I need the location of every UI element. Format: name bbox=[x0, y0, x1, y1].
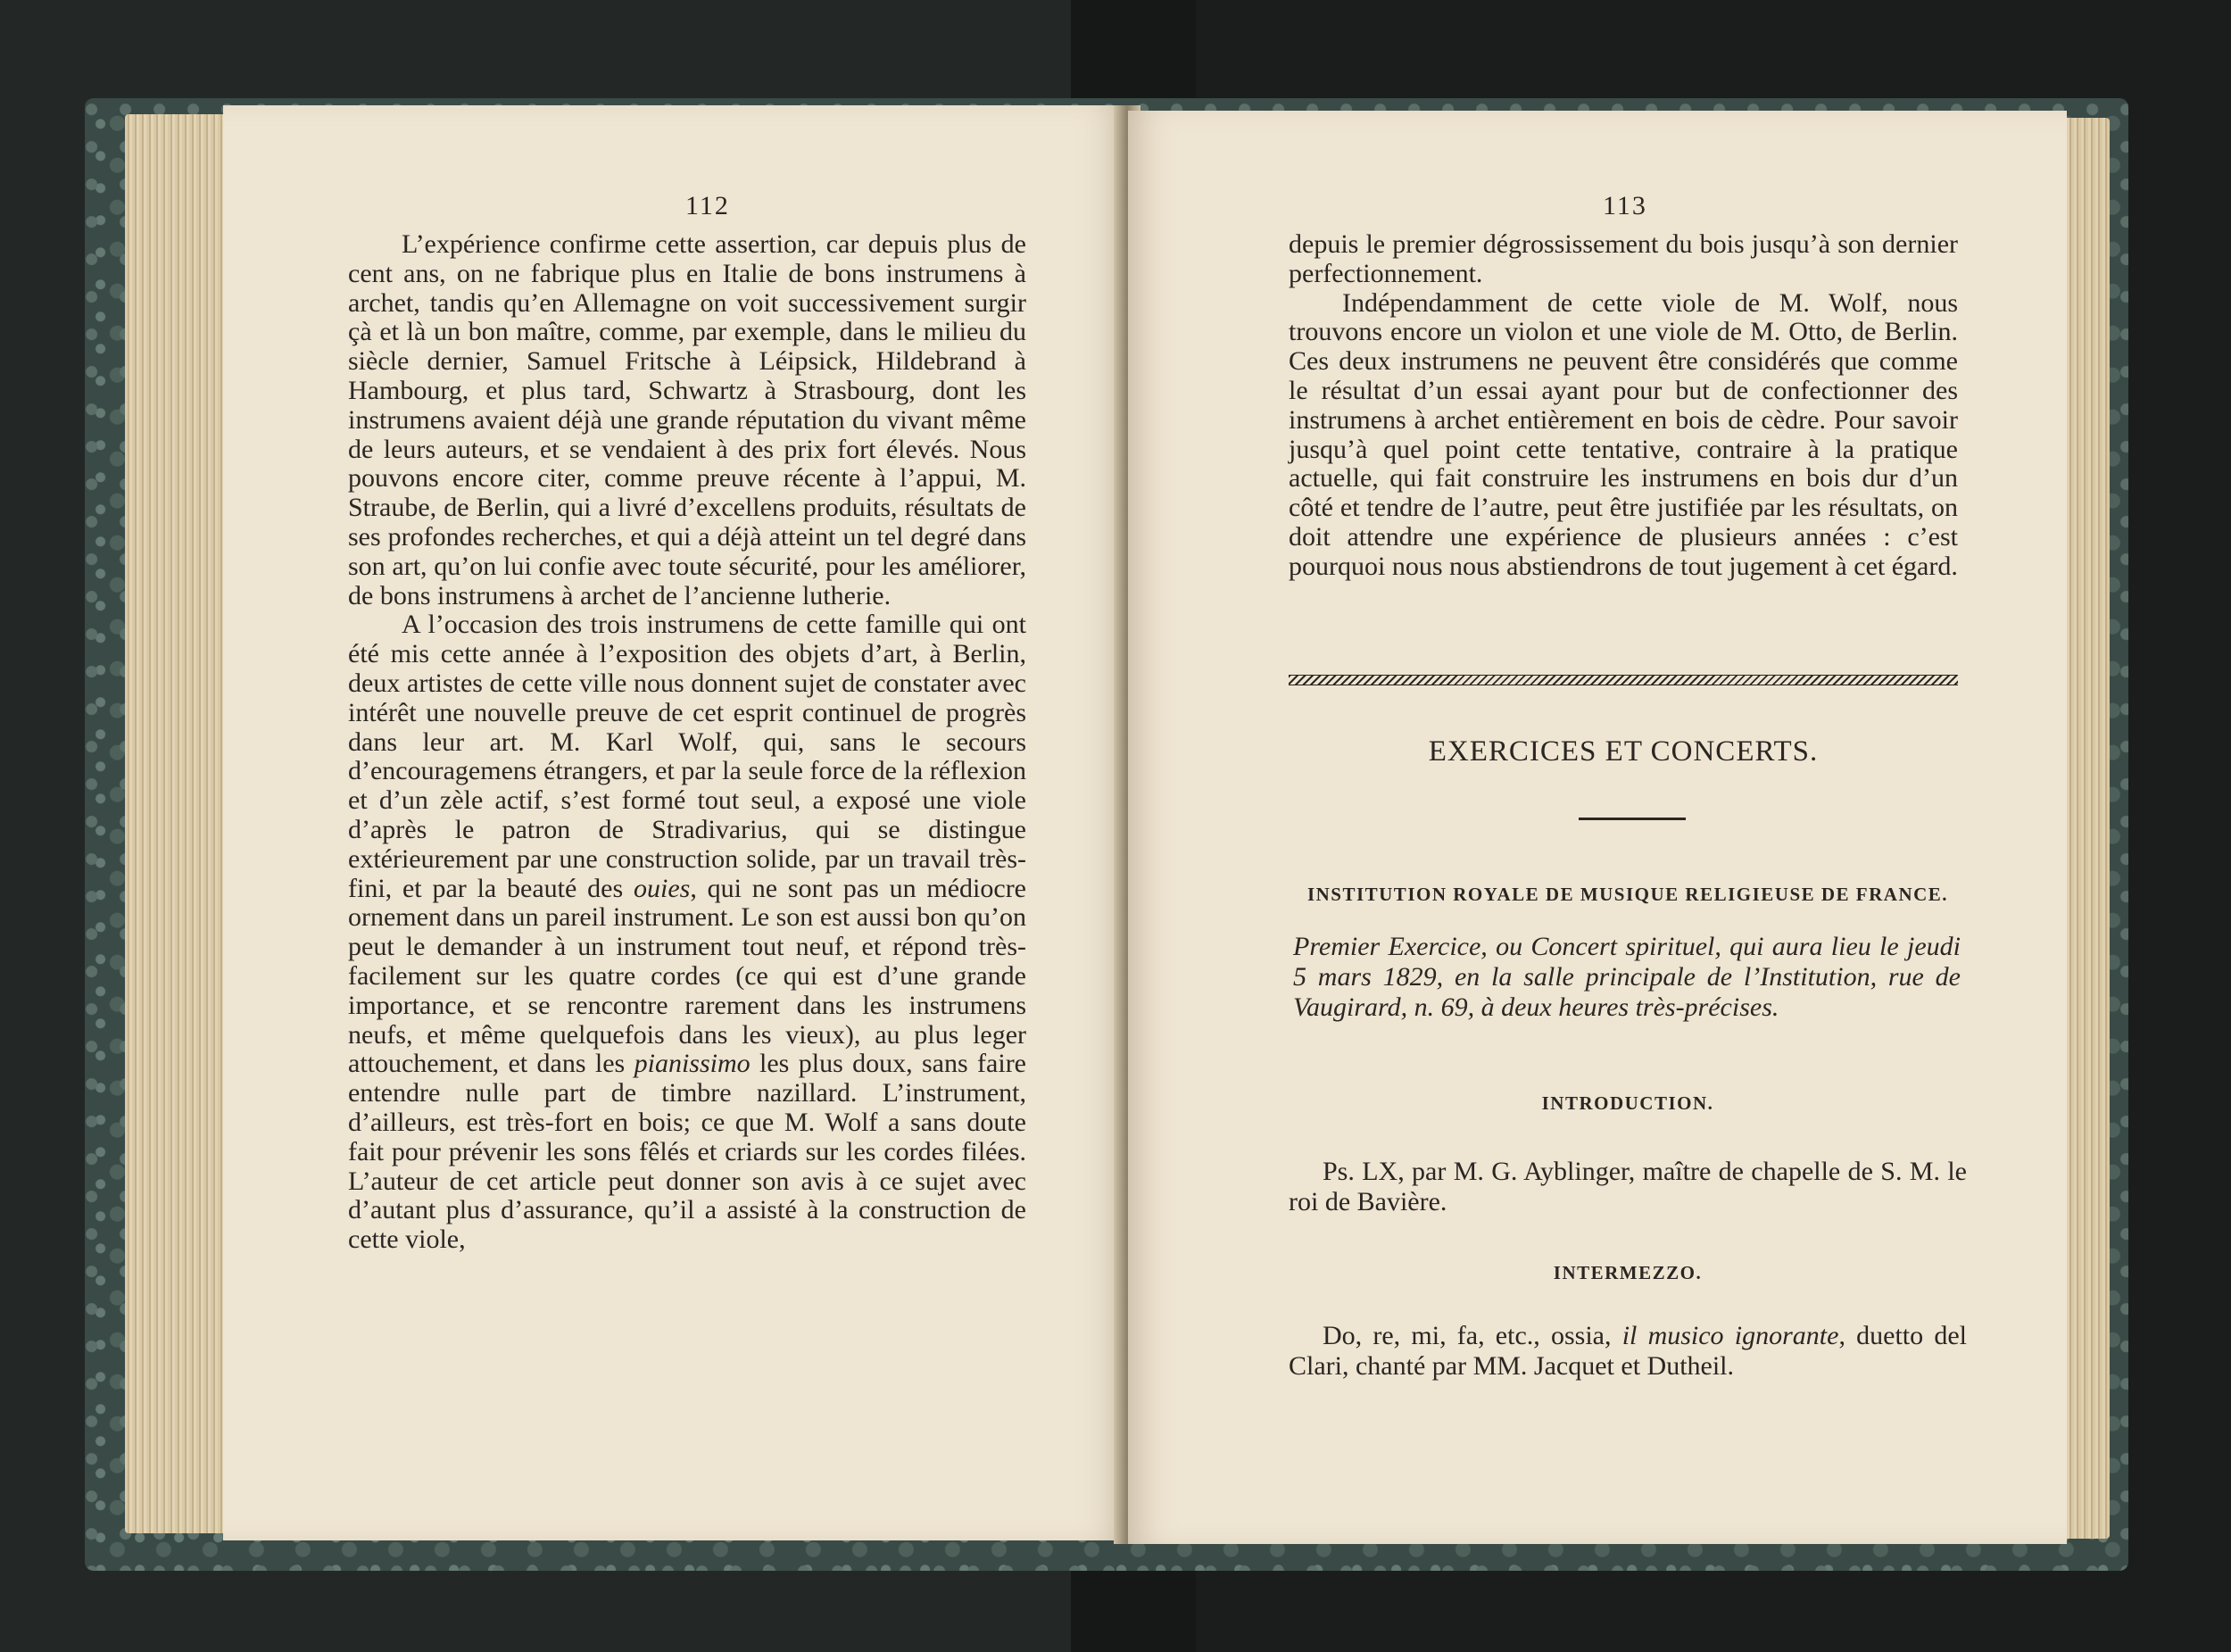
right-page bbox=[1128, 111, 2067, 1544]
short-rule bbox=[1579, 818, 1686, 820]
intermezzo-text: Do, re, mi, fa, etc., ossia, il musico ignorante, duetto del Clari, chanté par MM. Jacquet et Dutheil. bbox=[1289, 1321, 1967, 1381]
left-page bbox=[223, 105, 1124, 1540]
concert-announcement: Premier Exercice, ou Concert spirituel, qui aura lieu le jeudi 5 mars 1829, en la salle principale de l’Institution, rue de Vaugirard, n. 69, à deux heures très-précises. bbox=[1293, 932, 1961, 1022]
section-title: EXERCICES ET CONCERTS. bbox=[1428, 735, 1819, 768]
introduction-text: Ps. LX, par M. G. Ayblinger, maître de chapelle de S. M. le roi de Bavière. bbox=[1289, 1157, 1967, 1216]
right-page-text bbox=[1289, 230, 1958, 582]
page-number-left: 112 bbox=[685, 191, 730, 220]
left-page-text bbox=[348, 230, 1026, 1255]
intermezzo-heading: INTERMEZZO. bbox=[1553, 1262, 1703, 1283]
ornamental-rule bbox=[1289, 675, 1958, 685]
italic-word: ouies bbox=[633, 873, 691, 903]
page-number-right: 113 bbox=[1603, 191, 1647, 220]
paragraph: Indépendamment de cette viole de M. Wolf, nous trouvons encore un violon et une viole de M. Otto, de Berlin. Ces deux instrumens ne peuvent être considérés que comme le résultat d’un essai ayant pour but de confectionner des instrumens à archet entièrement en bois de cèdre. Pour savoir jusqu’à quel point cette tentative, contraire à la pratique actuelle, qui fait construire les instrumens en bois dur d’un côté et tendre de l’autre, peut être justifiée par les résultats, on doit attendre une expérience de plusieurs années : c’est pourquoi nous nous abstiendrons de tout jugement à cet égard. bbox=[1289, 287, 1958, 581]
page-edges-left bbox=[125, 114, 232, 1533]
introduction-heading: INTRODUCTION. bbox=[1541, 1092, 1714, 1114]
institution-heading: INSTITUTION ROYALE DE MUSIQUE RELIGIEUSE DE FRANCE. bbox=[1306, 884, 1949, 905]
page-edges-right bbox=[2060, 118, 2110, 1539]
italic-title: il musico ignorante bbox=[1621, 1321, 1839, 1350]
paragraph-continuation: depuis le premier dégrossissement du bois jusqu’à son dernier perfectionnement. bbox=[1289, 229, 1958, 288]
paragraph: L’expérience confirme cette assertion, car depuis plus de cent ans, on ne fabrique plus en Italie de bons instrumens à archet, tandis qu’en Allemagne on voit successivement surgir çà et là un bon maître, comme, par exemple, dans le milieu du siècle dernier, Samuel Fritsche à Léipsick, Hildebrand à Hambourg, et plus tard, Schwartz à Strasbourg, dont les instrumens avaient déjà une grande réputation du vivant même de leurs auteurs, et se vendaient à des prix fort élevés. Nous pouvons encore citer, comme preuve récente à l’appui, M. Straube, de Berlin, qui a livré d’excellens produits, résultats de ses profondes recherches, et qui a déjà atteint un tel degré dans son art, qu’on lui confie avec toute sécurité, pour les améliorer, de bons instrumens à archet de l’ancienne lutherie. bbox=[348, 229, 1026, 610]
paragraph: A l’occasion des trois instrumens de cette famille qui ont été mis cette année à l’exposition des objets d’art, à Berlin, deux artistes de cette ville nous donnent sujet de constater avec intérêt une nouvelle preuve de cet esprit continuel de progrès dans leur art. M. Karl Wolf, qui, sans le secours d’encouragemens étrangers, et par la seule force de la réflexion et d’un zèle actif, s’est formé tout seul, a exposé une viole d’après le patron de Stradivarius, qui se distingue extérieurement par une construction solide, par un travail très-fini, et par la beauté des ouies, qui ne sont pas un médiocre ornement dans un pareil instrument. Le son est aussi bon qu’on peut le demander à un instrument tout neuf, et répond très-facilement sur les quatre cordes (ce qui est d’une grande importance, et se rencontre rarement dans les instrumens neufs, et même quelquefois dans les vieux), au plus leger attouchement, et dans les pianissimo les plus doux, sans faire entendre nulle part de timbre nazillard. L’instrument, d’ailleurs, est très-fort en bois; ce que M. Wolf a sans doute fait pour prévenir les sons fêlés et criards sur les cordes filées. L’auteur de cet article peut donner son avis à ce sujet avec d’autant plus d’assurance, qu’il a assisté à la construction de cette viole, bbox=[348, 610, 1026, 1255]
italic-word: pianissimo bbox=[634, 1049, 751, 1079]
